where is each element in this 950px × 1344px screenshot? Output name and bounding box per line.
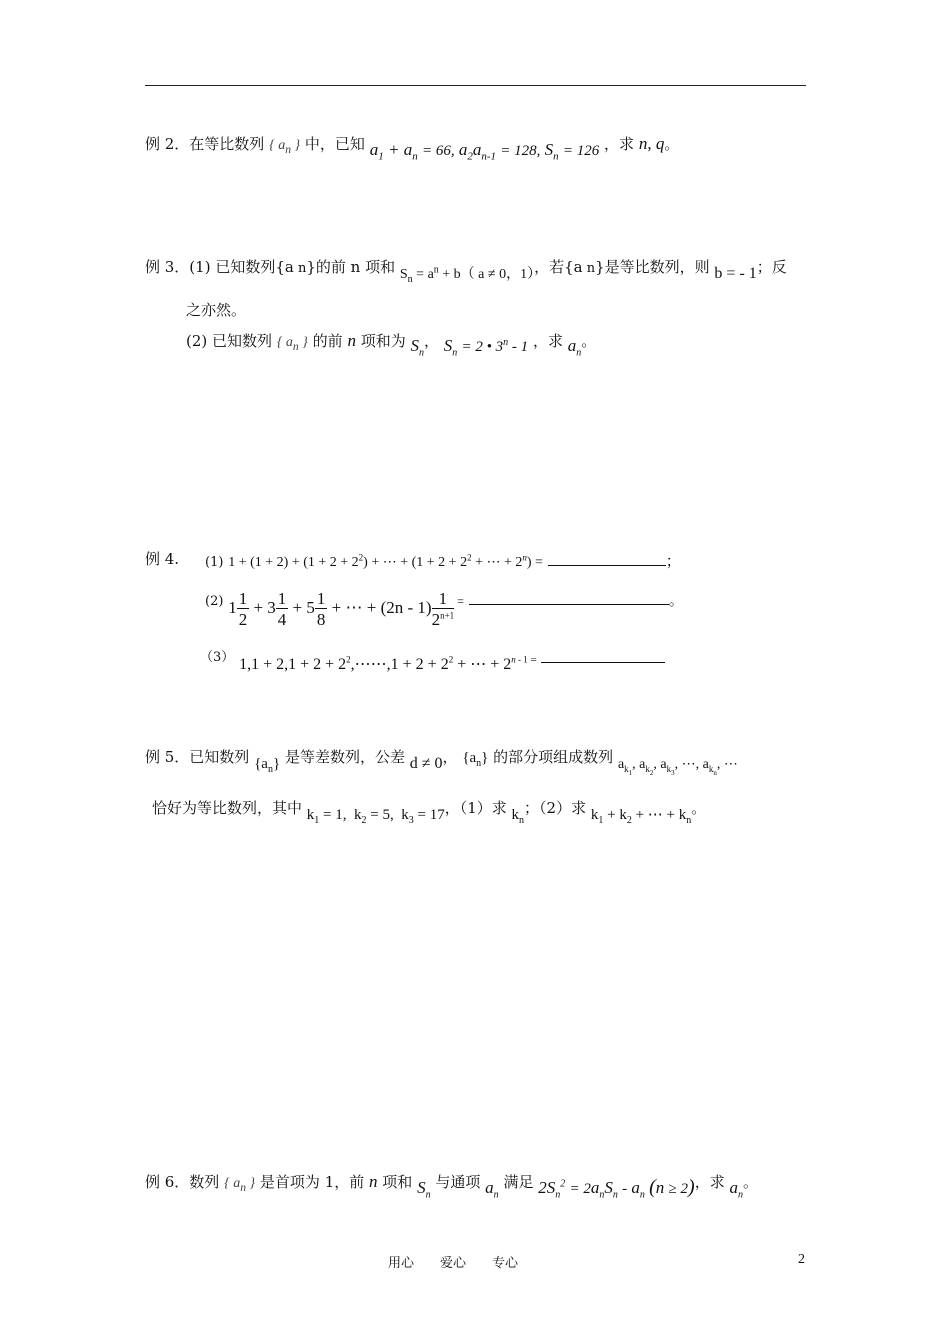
example-2 bbox=[145, 133, 680, 163]
ex5-p2a: 恰好为等比数列，其中 bbox=[152, 799, 303, 817]
ex5-set-2: $\{a_n\}$ bbox=[462, 750, 489, 769]
ex6-formula: $2S_n^2 = 2a_nS_n - a_n$ (n ≥ 2) bbox=[538, 1176, 695, 1201]
footer-text: 用心 爱心 专心 bbox=[388, 1256, 519, 1271]
ex6-p1f: ，求 bbox=[694, 1173, 725, 1191]
ex4-p1-formula: $1 + (1 + 2) + (1 + 2 + 2^2)$ + ⋯ + ($1 + 2 + 2^2$ + ⋯ + $2^n$) = bbox=[228, 552, 543, 570]
ex2-formula: $a_1 + a_n = 66$, $a_2a_{n-1} = 128$, $S_n = 126$ bbox=[369, 140, 600, 163]
header-rule bbox=[145, 85, 806, 86]
ex3-label: 例 3．(1) 已知数列{a bbox=[145, 258, 294, 276]
ex5-formula-1: d ≠ 0 bbox=[409, 755, 443, 772]
ex2-end: 。 bbox=[664, 135, 680, 153]
example-4-part-3 bbox=[200, 648, 665, 673]
ex3-an: $a_n$ bbox=[567, 336, 582, 359]
ex3-n: n bbox=[347, 331, 356, 350]
ex4-p2-no: (2) bbox=[205, 593, 224, 609]
ex3-formula-2: b = - 1 bbox=[714, 265, 757, 282]
ex3-p2c: 项和为 bbox=[360, 332, 406, 350]
ex3-formula-1: $S_n = a^n + b$（ a ≠ 0，1） bbox=[399, 264, 535, 285]
ex5-label: 例 5．已知数列 bbox=[145, 748, 250, 766]
ex2-target: n, q bbox=[638, 134, 665, 153]
ex3-end: 。 bbox=[581, 332, 597, 350]
example-3-line-2: (2) 已知数列 { $a_n$ } 的前 n 项和为 $S_n$， $S_n = 2$ • 3$^n$ - 1 ，求 $a_n$。 bbox=[186, 331, 597, 359]
ex4-p1-answer-blank[interactable] bbox=[548, 551, 666, 566]
ex5-p2b: ，（1）求 bbox=[444, 799, 507, 817]
ex4-p2-answer-blank[interactable] bbox=[469, 590, 669, 605]
ex6-label: 例 6．数列 bbox=[145, 1173, 220, 1191]
ex4-p3-answer-blank[interactable] bbox=[541, 648, 665, 663]
ex3-p1b: }的前 n 项和 bbox=[306, 258, 396, 276]
example-6 bbox=[145, 1170, 759, 1201]
example-5-line-1 bbox=[145, 746, 738, 777]
ex3-continuation: 之亦然。 bbox=[186, 301, 247, 319]
ex5-formula-3: $k_1 = 1$, $k_2 = 5$, $k_3 = 17$ bbox=[306, 807, 445, 826]
ex3-p2d: ，求 bbox=[532, 332, 563, 350]
ex3-sn: $S_n$ bbox=[410, 336, 425, 359]
ex4-p1-end: ； bbox=[665, 552, 681, 570]
example-3-line-1 bbox=[145, 256, 787, 285]
example-5-line-2 bbox=[152, 797, 707, 826]
ex3-p1c: ，若{a bbox=[534, 258, 583, 276]
ex4-p2-end: 。 bbox=[668, 590, 684, 609]
ex6-end: 。 bbox=[743, 1173, 759, 1191]
ex5-formula-2: $a_{k_1}$, $a_{k_2}$, $a_{k_3}$, ⋯, $a_{k_n}$, ⋯ bbox=[617, 757, 738, 777]
ex5-p1d: 的部分项组成数列 bbox=[493, 748, 614, 766]
ex2-set: { $a_n$ } bbox=[269, 138, 301, 156]
ex5-end: 。 bbox=[691, 799, 707, 817]
page-number: 2 bbox=[798, 1252, 805, 1267]
ex6-an-target: $a_n$ bbox=[729, 1178, 743, 1201]
ex3-p1d: }是等比数列，则 bbox=[595, 258, 710, 276]
ex5-p1c: ， bbox=[442, 748, 458, 766]
ex3-sub-n: n bbox=[293, 261, 307, 276]
ex6-set: { $a_n$ } bbox=[224, 1176, 256, 1194]
ex6-p1e: 满足 bbox=[503, 1173, 534, 1191]
ex4-p3-no: （3） bbox=[200, 650, 235, 665]
ex6-p1c: 项和 bbox=[382, 1173, 413, 1191]
example-4-part-2 bbox=[205, 590, 684, 628]
ex6-sn: $S_n$ bbox=[417, 1178, 431, 1201]
ex5-p2c: ；（2）求 bbox=[524, 799, 587, 817]
ex5-formula-4: $k_1 + k_2$ + ⋯ + $k_n$ bbox=[590, 807, 692, 826]
ex4-label: 例 4. bbox=[145, 550, 180, 568]
ex5-kn: $k_n$ bbox=[511, 807, 525, 826]
ex3-formula-3: $S_n = 2$ • 3$^n$ - 1 bbox=[443, 336, 529, 359]
ex6-an: $a_n$ bbox=[485, 1178, 499, 1201]
ex4-p2-formula: 1 $\frac{1}{2}$ + 3 $\frac{1}{4}$ + 5 $\frac{1}{8}$ + ⋯ + (2n - 1) $\frac{1}{2^{n+1}}$ = bbox=[228, 589, 464, 629]
ex4-p1-no: (1) bbox=[205, 555, 224, 570]
ex3-set: { $a_n$ } bbox=[276, 335, 308, 353]
ex2-mid: 中，已知 bbox=[304, 135, 365, 153]
ex6-p1b: 是首项为 1，前 bbox=[259, 1173, 365, 1191]
ex3-p2a: (2) 已知数列 bbox=[186, 332, 273, 350]
ex3-p2b: 的前 bbox=[312, 332, 343, 350]
example-4-part-1 bbox=[205, 550, 681, 571]
ex2-ask: ，求 bbox=[604, 135, 635, 153]
ex3-p1e: ；反 bbox=[756, 258, 787, 276]
ex5-set-1: $\{a_n\}$ bbox=[254, 756, 281, 775]
ex6-p1d: 与通项 bbox=[435, 1173, 481, 1191]
ex2-label: 例 2．在等比数列 bbox=[145, 135, 265, 153]
ex5-p1b: 是等差数列，公差 bbox=[284, 748, 405, 766]
ex3-sub-n2: n bbox=[582, 261, 596, 276]
ex6-n: n bbox=[369, 1172, 378, 1191]
ex4-p3-formula: $1,1 + 2,1 + 2 + 2^2,\cdots\cdots,1 + 2 + 2^2$ + ⋯ + $2^{n - 1}$ = bbox=[239, 654, 537, 673]
